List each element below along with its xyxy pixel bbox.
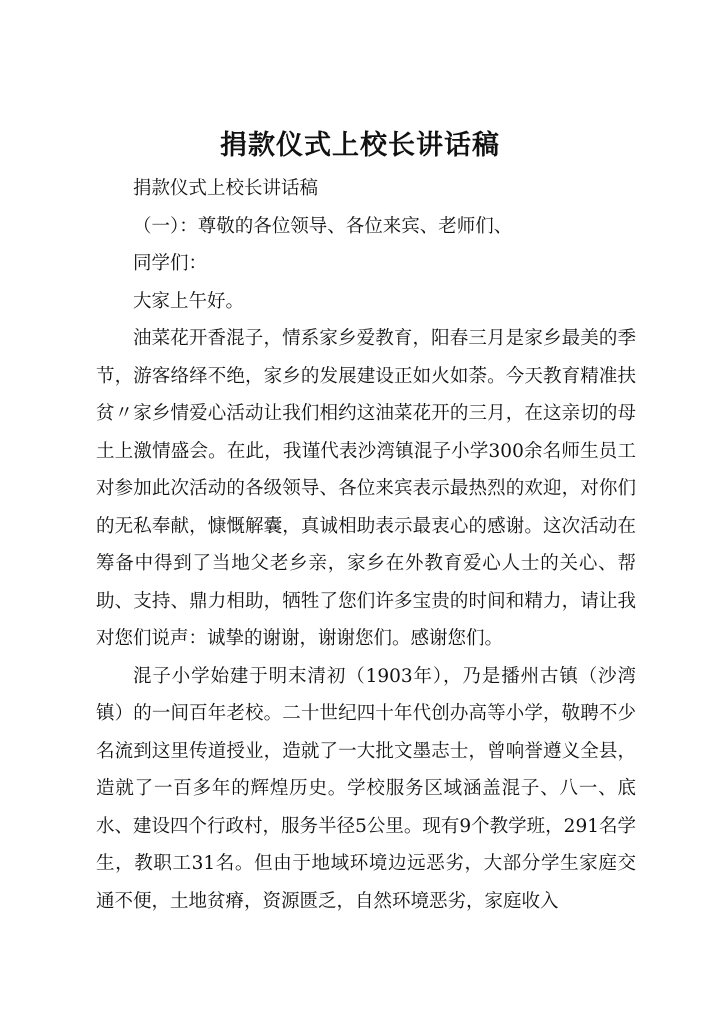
paragraph-school-history: 混子小学始建于明末清初（1903年），乃是播州古镇（沙湾镇）的一间百年老校。二十世纪四十年代创办高等小学，敬聘不少名流到这里传道授业，造就了一大批文墨志士，曾响誉遵义全县，造就了一百多年的辉煌历史。学校服务区域涵盖混子、八一、底水、建设四个行政村，服务半径5公里。现有9个教学班，291名学生，教职工31名。但由于地域环境边远恶劣，大部分学生家庭交通不便，土地贫瘠，资源匮乏，自然环境恶劣，家庭收入 xyxy=(96,665,636,912)
paragraph-welcome: 油菜花开香混子，情系家乡爱教育，阳春三月是家乡最美的季节，游客络绎不绝，家乡的发展建设正如火如荼。今天教育精准扶贫〃家乡情爱心活动让我们相约这油菜花开的三月，在这亲切的母土上激情盛会。在此，我谨代表沙湾镇混子小学300余名师生员工对参加此次活动的各级领导、各位来宾表示最热烈的欢迎，对你们的无私奉献，慷慨解囊，真诚相助表示最衷心的感谢。这次活动在筹备中得到了当地父老乡亲，家乡在外教育爱心人士的关心、帮助、支持、鼎力相助，牺牲了您们许多宝贵的时间和精力，请让我对您们说声：诚挚的谢谢，谢谢您们。感谢您们。 xyxy=(96,328,636,649)
greeting-line: 大家上午好。 xyxy=(133,290,245,312)
document-body xyxy=(96,170,636,920)
subtitle-line: 捐款仪式上校长讲话稿 xyxy=(133,178,319,199)
salutation-line-1: （一）：尊敬的各位领导、各位来宾、老师们、 xyxy=(133,215,513,237)
salutation-line-2: 同学们： xyxy=(133,253,208,274)
document-title: 捐款仪式上校长讲话稿 xyxy=(220,130,500,161)
